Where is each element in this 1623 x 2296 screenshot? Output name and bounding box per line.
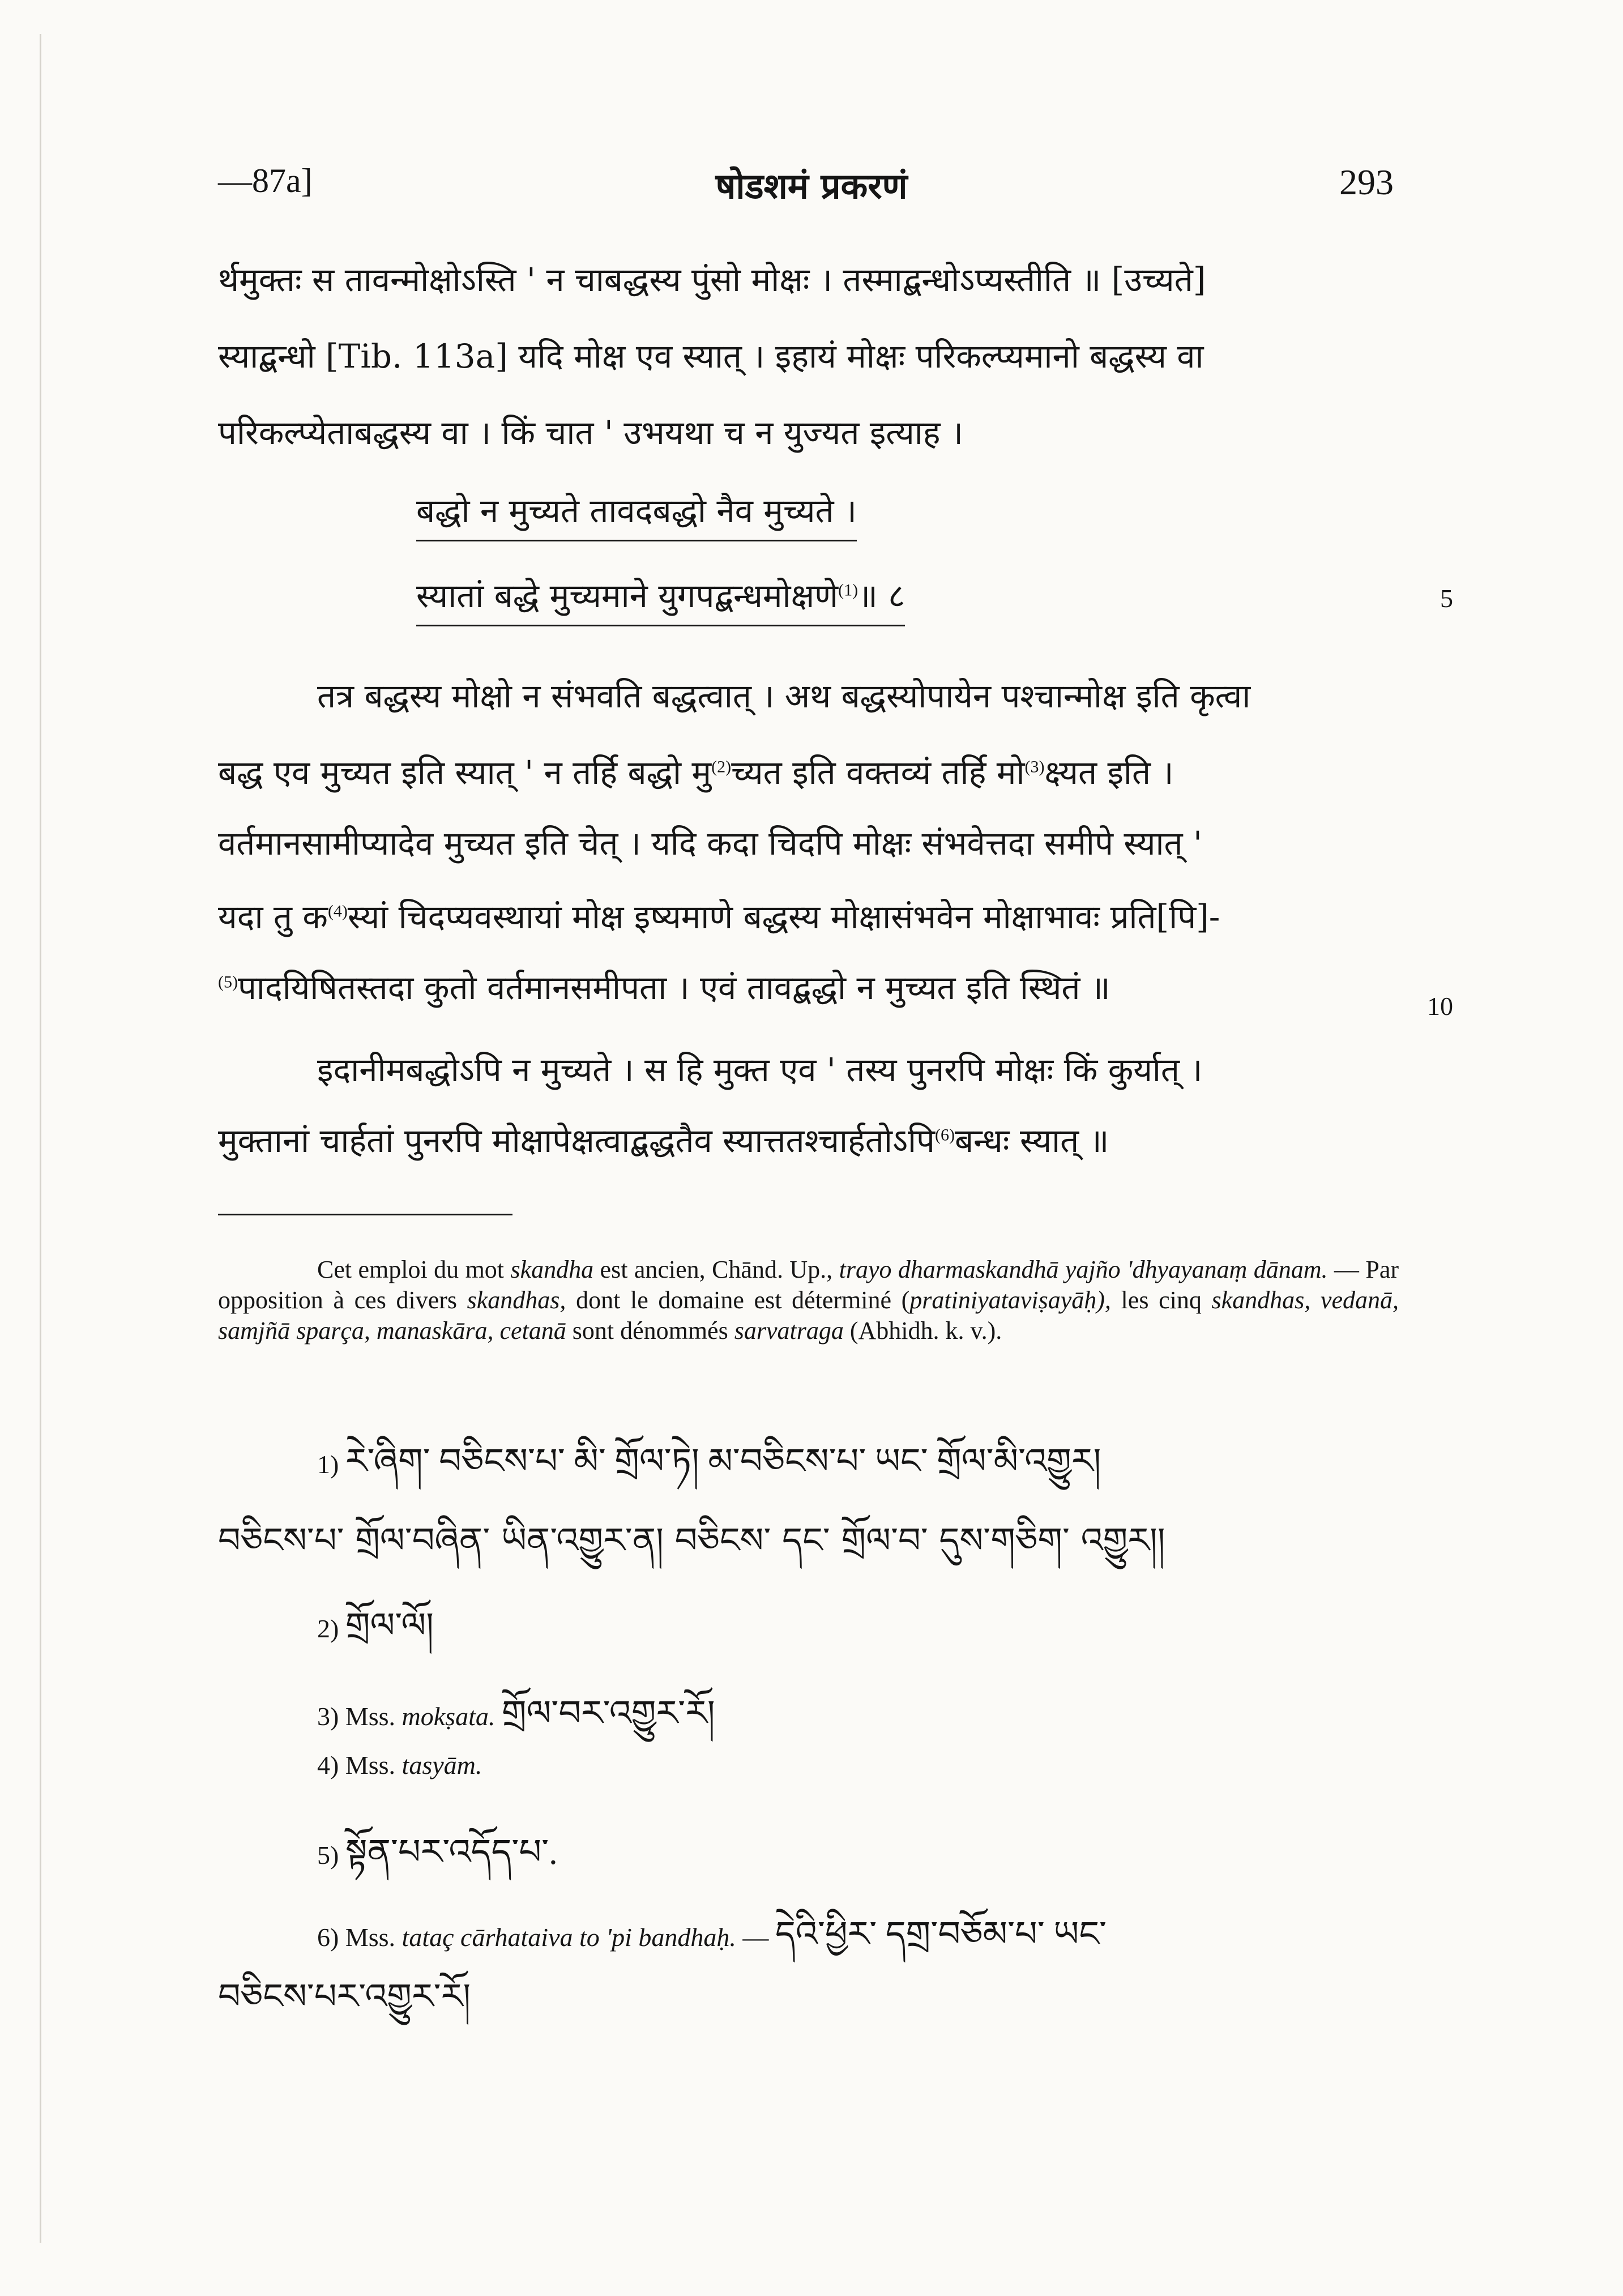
text-segment: — Par opposition à ces divers xyxy=(218,1256,1399,1314)
text-segment: dont le domaine est déterminé ( xyxy=(566,1286,910,1314)
dash: — xyxy=(742,1923,769,1952)
text-segment: मुक्तानां चार्हतां पुनरपि मोक्षापेक्षत्वाद्बद्धतैव स्यात्ततश्चार्हतोऽपि xyxy=(218,1121,935,1160)
mss-label: Mss. xyxy=(345,1923,396,1952)
italic-term: sarvatraga xyxy=(734,1317,844,1345)
tibetan-text: རེ་ཞིག་ བཅིངས་པ་ མི་ གྲོལ་ཏེ། མ་བཅིངས་པ་ ཡང་ གྲོལ་མི་འགྱུར། xyxy=(345,1443,1101,1481)
footnote-number: 5) xyxy=(317,1841,339,1870)
text-segment: स्यां चिदप्यवस्थायां मोक्ष इष्यमाणे बद्धस्य मोक्षासंभवेन मोक्षाभावः प्रति[पि]- xyxy=(347,898,1220,936)
text-segment: les cinq xyxy=(1111,1286,1212,1314)
verse-line-2 xyxy=(416,572,905,626)
sanskrit-para2-line-4 xyxy=(218,898,1220,936)
header-left-reference: —87a] xyxy=(218,162,313,199)
header-chapter-title: षोडशमं प्रकरणं xyxy=(715,165,908,207)
text-segment: Cet emploi du mot xyxy=(317,1256,511,1283)
italic-term: tataç cārhataiva to 'pi bandhaḥ. xyxy=(402,1923,736,1952)
page-edge-line xyxy=(40,34,41,2243)
italic-term: skandhas, xyxy=(467,1286,566,1314)
verse-line-1: बद्धो न मुच्यते तावदबद्धो नैव मुच्यते । xyxy=(416,487,857,541)
footnote-number: 3) xyxy=(317,1702,339,1731)
footnote-ref-4: (4) xyxy=(327,902,348,921)
footnote-ref-2: (2) xyxy=(711,757,732,776)
header-page-number: 293 xyxy=(1339,162,1394,202)
tibetan-text: གྲོལ་ལོ། xyxy=(345,1607,434,1645)
tibetan-text: སྟོན་པར་འདོད་པ་. xyxy=(345,1833,558,1872)
sanskrit-para2-line-1: तत्र बद्धस्य मोक्षो न संभवति बद्धत्वात् । अथ बद्धस्योपायेन पश्चान्मोक्ष इति कृत्वा xyxy=(317,677,1251,715)
footnote-6-continuation: བཅིངས་པར་འགྱུར་རོ། xyxy=(218,1975,471,2017)
text-segment: बन्धः स्यात् ॥ xyxy=(954,1121,1109,1160)
text-segment: (Abhidh. k. v.). xyxy=(843,1317,1002,1345)
sanskrit-para3-line-1: इदानीमबद्धोऽपि न मुच्यते । स हि मुक्त एव ' तस्य पुनरपि मोक्षः किं कुर्यात् । xyxy=(317,1051,1203,1089)
footnote-1-continuation: བཅིངས་པ་ གྲོལ་བཞིན་ ཡིན་འགྱུར་ན། བཅིངས་ དང་ གྲོལ་བ་ དུས་གཅིག་ འགྱུར།། xyxy=(218,1520,1165,1561)
line-number-5: 5 xyxy=(1440,584,1453,613)
sanskrit-line-3: परिकल्प्येताबद्धस्य वा । किं चात ' उभयथा च न युज्यत इत्याह । xyxy=(218,413,963,452)
text-segment: पादयिषितस्तदा कुतो वर्तमानसमीपता । एवं तावद्बद्धो न मुच्यत इति स्थितं ॥ xyxy=(237,968,1111,1007)
italic-term: tasyām. xyxy=(402,1751,482,1779)
text-segment: sont dénommés xyxy=(566,1317,734,1345)
sanskrit-line-2: स्याद्बन्धो [Tib. 113a] यदि मोक्ष एव स्यात् । इहायं मोक्षः परिकल्प्यमानो बद्धस्य वा xyxy=(218,337,1204,375)
italic-term: mokṣata. xyxy=(402,1702,496,1731)
italic-term: skandha xyxy=(510,1256,594,1283)
footnote-number: 6) xyxy=(317,1923,339,1952)
footnote-number: 4) xyxy=(317,1751,339,1779)
footnote-carryover-paragraph xyxy=(218,1254,1399,1346)
mss-label: Mss. xyxy=(345,1702,396,1731)
verse-number: ॥ ८ xyxy=(858,577,906,615)
footnote-ref-1: (1) xyxy=(838,581,859,600)
sanskrit-para2-line-5 xyxy=(218,968,1111,1007)
footnote-ref-5: (5) xyxy=(218,972,238,992)
sanskrit-para2-line-2 xyxy=(218,753,1174,792)
italic-term: pratiniyataviṣayāḥ), xyxy=(909,1286,1111,1314)
text-segment: est ancien, Chānd. Up., xyxy=(593,1256,839,1283)
footnote-number: 1) xyxy=(317,1450,339,1479)
italic-term: skandhas, vedanā, samjñā sparça, manaskāra, cetanā xyxy=(218,1286,1399,1345)
footnote-4 xyxy=(317,1750,482,1780)
tibetan-text: དེའི་ཕྱིར་ དགྲ་བཅོམ་པ་ ཡང་ xyxy=(775,1915,1107,1954)
mss-label: Mss. xyxy=(345,1751,396,1779)
verse-line-2-text: स्यातां बद्धे मुच्यमाने युगपद्बन्धमोक्षणे xyxy=(416,577,839,615)
footnote-number: 2) xyxy=(317,1614,339,1643)
italic-term: trayo dharmaskandhā yajño 'dhyayanaṃ dānam. xyxy=(839,1256,1328,1283)
text-segment: क्ष्यत इति । xyxy=(1044,753,1174,792)
footnote-ref-6: (6) xyxy=(934,1125,955,1145)
sanskrit-para3-line-2 xyxy=(218,1121,1109,1160)
text-segment: बद्ध एव मुच्यत इति स्यात् ' न तर्हि बद्धो मु xyxy=(218,753,712,792)
line-number-10: 10 xyxy=(1427,992,1453,1021)
sanskrit-para2-line-3: वर्तमानसामीप्यादेव मुच्यत इति चेत् । यदि कदा चिदपि मोक्षः संभवेत्तदा समीपे स्यात् ' xyxy=(218,824,1202,863)
footnote-separator-rule xyxy=(218,1214,512,1215)
footnote-ref-3: (3) xyxy=(1024,757,1045,776)
sanskrit-line-1: र्थमुक्तः स तावन्मोक्षोऽस्ति ' न चाबद्धस्य पुंसो मोक्षः । तस्माद्बन्धोऽप्यस्तीति ॥ [उच्यते] xyxy=(218,261,1206,299)
text-segment: यदा तु क xyxy=(218,898,328,936)
text-segment: च्यत इति वक्तव्यं तर्हि मो xyxy=(731,753,1025,792)
tibetan-text: གྲོལ་བར་འགྱུར་རོ། xyxy=(501,1695,715,1733)
footnote-2 xyxy=(317,1586,434,1685)
